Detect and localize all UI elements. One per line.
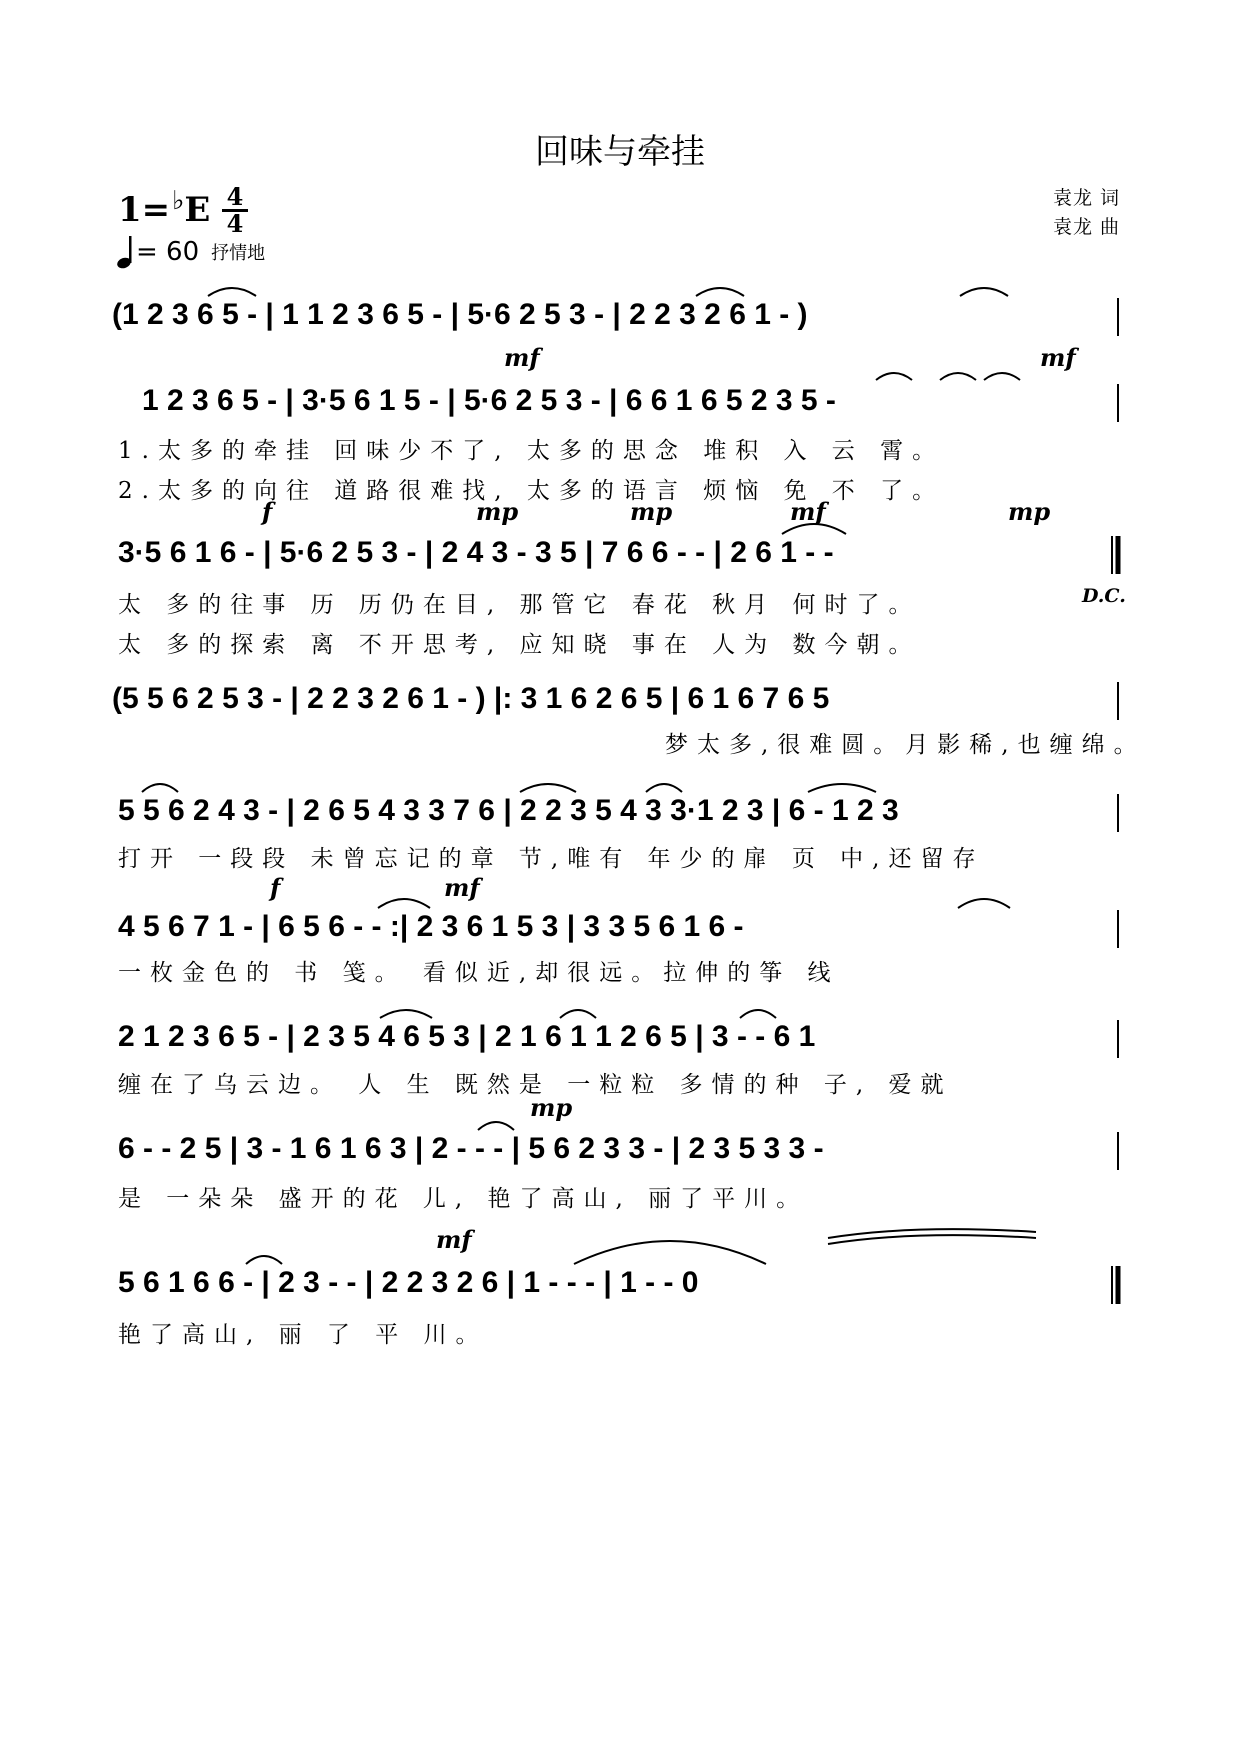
slur xyxy=(984,373,1020,380)
dynamic-mf: mf xyxy=(436,1225,472,1254)
dynamic-f: f xyxy=(262,497,273,526)
lyricist: 袁龙 词 xyxy=(1052,187,1120,209)
slur xyxy=(574,1241,766,1264)
slur xyxy=(142,784,178,792)
slur xyxy=(378,899,430,908)
dynamic-mf: mf xyxy=(1040,343,1076,372)
slur xyxy=(520,784,576,792)
slur xyxy=(380,1010,432,1018)
tempo-bpm: = 60 xyxy=(136,237,200,267)
lyrics-line-2: 2.太多的向往 道路很难找, 太多的语言 烦恼 免 不 了。 xyxy=(118,478,945,504)
notation-line-6: 4 5 6 7 1 - | 6 5 6 - - :| 2 3 6 1 5 3 | 3 3 5 6 1 6 - xyxy=(118,910,744,943)
dynamic-mp: mp xyxy=(530,1093,573,1122)
dynamic-mf: mf xyxy=(790,497,826,526)
tempo-expression: 抒情地 xyxy=(211,243,266,264)
slur xyxy=(958,899,1010,908)
lyrics-line-5: 梦太多,很难圆。月影稀,也缠绵。 xyxy=(665,732,1146,758)
notation-line-2: 1 2 3 6 5 - | 3·5 6 1 5 - | 5·6 2 5 3 - | 6 6 1 6 5 2 3 5 - xyxy=(142,384,836,417)
slur xyxy=(478,1122,514,1130)
notation-line-9: 5 6 1 6 6 - | 2 3 - - | 2 2 3 2 6 | 1 - - - | 1 - - 0 xyxy=(118,1266,699,1299)
slur xyxy=(208,288,256,296)
slur xyxy=(828,1235,1036,1244)
lyrics-line-7: 一枚金色的 书 笺。 看似近,却很远。拉伸的筝 线 xyxy=(118,960,840,986)
slur xyxy=(696,288,744,296)
notation-line-7: 2 1 2 3 6 5 - | 2 3 5 4 6 5 3 | 2 1 6 1 1 2 6 5 | 3 - - 6 1 xyxy=(118,1020,816,1053)
dynamic-mf: mf xyxy=(444,873,480,902)
notation-line-8: 6 - - 2 5 | 3 - 1 6 1 6 3 | 2 - - - | 5 6 2 3 3 - | 2 3 5 3 3 - xyxy=(118,1132,824,1165)
notation-line-5: 5 5 6 2 4 3 - | 2 6 5 4 3 3 7 6 | 2 2 3 5 4 3 3·1 2 3 | 6 - 1 2 3 xyxy=(118,794,899,827)
lyrics-line-9: 是 一朵朵 盛开的花 儿, 艳了高山, 丽了平川。 xyxy=(118,1186,809,1212)
notation-line-4: (5 5 6 2 5 3 - | 2 2 3 2 6 1 - ) |: 3 1 6 2 6 5 | 6 1 6 7 6 5 xyxy=(112,682,830,715)
lyrics-line-4: 太 多的探索 离 不开思考, 应知晓 事在 人为 数今朝。 xyxy=(118,632,921,658)
lyrics-line-1: 1.太多的牵挂 回味少不了, 太多的思念 堆积 入 云 霄。 xyxy=(118,438,945,464)
time-signature: 4 4 xyxy=(222,186,248,235)
composer: 袁龙 曲 xyxy=(1052,216,1120,238)
slur xyxy=(876,373,912,380)
slur xyxy=(808,784,876,792)
notation-line-1: (1 2 3 6 5 - | 1 1 2 3 6 5 - | 5·6 2 5 3 - | 2 2 3 2 6 1 - ) xyxy=(112,298,808,331)
slur xyxy=(960,288,1008,296)
page-title: 回味与牵挂 xyxy=(535,132,705,172)
dynamic-mp: mp xyxy=(1008,497,1051,526)
dynamic-mp: mp xyxy=(630,497,673,526)
music-notation xyxy=(112,288,1146,1348)
lyrics-line-10: 艳了高山, 丽 了 平 川。 xyxy=(118,1322,488,1348)
slur xyxy=(246,1256,282,1264)
slur xyxy=(740,1010,776,1018)
lyrics-line-8: 缠在了乌云边。 人 生 既然是 一粒粒 多情的种 子, 爱就 xyxy=(118,1072,953,1098)
key-signature: 1=♭E xyxy=(118,186,211,230)
lyrics-line-3: 太 多的往事 历 历仍在目, 那管它 春花 秋月 何时了。 xyxy=(118,592,921,618)
slur xyxy=(940,373,976,380)
lyrics-line-6: 打开 一段段 未曾忘记的章 节,唯有 年少的扉 页 中,还留存 xyxy=(118,846,985,872)
notation-line-3: 3·5 6 1 6 - | 5·6 2 5 3 - | 2 4 3 - 3 5 | 7 6 6 - - | 2 6 1 - - xyxy=(118,536,834,569)
dynamic-f: f xyxy=(270,873,281,902)
slur xyxy=(560,1010,596,1018)
slur xyxy=(646,784,682,792)
dynamic-mf: mf xyxy=(504,343,540,372)
dc-marking: D.C. xyxy=(1082,585,1126,607)
dynamic-mp: mp xyxy=(476,497,519,526)
